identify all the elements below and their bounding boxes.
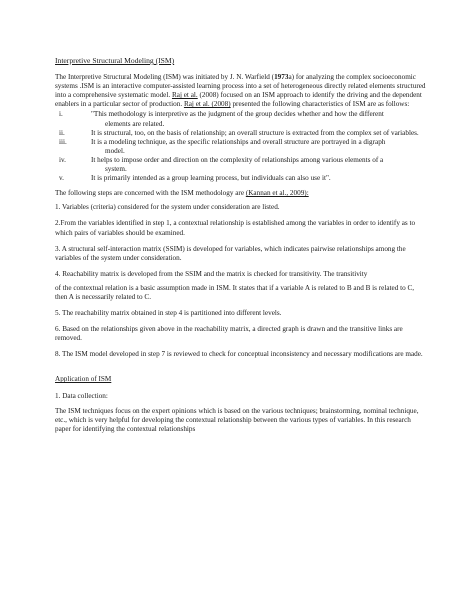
step-6: 6. Based on the relationships given above in the reachability matrix, a directed graph is drawn and the transitive links are removed. [55,325,403,343]
step-4-continuation: of the contextual relation is a basic assumption made in ISM. It states that if a variable A is related to B and B is related to C, then A is necessarily related to C. [55,283,415,301]
document-title: Interpretive Structural Modeling (ISM) [55,56,175,65]
intro-text-4: presented the following characteristics of ISM are as follows: [230,100,410,109]
list-item [55,156,427,174]
step-1: 1. Variables (criteria) considered for the system under consideration are listed. [55,203,280,212]
steps-intro [55,189,427,198]
intro-year: 1973 [274,73,289,82]
list-item-continuation: model. [105,146,125,155]
list-item-continuation: elements are related. [105,119,165,128]
intro-paragraph [55,73,427,109]
list-item [55,174,427,183]
list-item [55,138,427,156]
intro-text-2: a) for analyzing the complex socioeconomic systems .ISM is an interactive computer-assisted learning process into a set of heterogeneous directly related elements structured into a comprehensive systematic model. [55,73,426,100]
list-item-continuation: system. [105,165,127,174]
list-item [55,110,427,128]
list-item-text: It is a modeling technique, as the specific relationships and overall structure are portrayed in a digraph [91,137,386,146]
section-heading: Application of ISM [55,375,112,384]
step-3: 3. A structural self-interaction matrix (SSIM) is developed for variables, which indicates pairwise relationships among the variables of the system under consideration. [55,244,406,262]
citation-raj-2: Raj et al. (2008) [183,100,231,109]
steps-intro-text: The following steps are concerned with the ISM methodology are [55,189,246,198]
list-item-text: It is structural, too, on the basis of relationship; an overall structure is extracted from the complex set of variables. [91,128,419,137]
intro-text-1: The Interpretive Structural Modeling (ISM) was initiated by J. N. Warfield ( [55,73,275,82]
step-4: 4. Reachability matrix is developed from the SSIM and the matrix is checked for transitivity. The transitivity [55,269,368,278]
list-item-number: iii. [59,137,67,146]
citation-raj-1: Raj et al. [171,91,198,100]
list-item [55,129,427,138]
step-8: 8. The ISM model developed in step 7 is reviewed to check for conceptual inconsistency and necessary modifications are made. [55,350,423,359]
list-item-number: ii. [59,128,65,137]
list-item-number: v. [59,174,64,183]
list-item-number: iv. [59,155,66,164]
list-item-text: "This methodology is interpretive as the judgment of the group decides whether and how the different [91,110,384,119]
application-section [55,375,427,433]
application-paragraph: The ISM techniques focus on the expert opinions which is based on the various techniques; brainstorming, nominal technique, etc., which is very helpful for developing the contextual relationship between the various types of variables. In this research paper for identifying the contextual relationships [55,406,419,433]
step-2: 2.From the variables identified in step 1, a contextual relationship is established among the variables in order to identify as to which pairs of variables should be examined. [55,219,416,237]
document-page [55,56,427,434]
intro-text-3: (2008) focused on an ISM approach to identify the driving and the dependent enablers in a particular sector of production. [55,91,422,109]
list-item-number: i. [59,110,63,119]
citation-kannan: (Kannan et al., 2009): [245,189,309,198]
characteristics-list [55,110,427,183]
list-item-text: It is primarily intended as a group learning process, but individuals can also use it". [91,174,331,183]
step-5: 5. The reachability matrix obtained in step 4 is partitioned into different levels. [55,309,282,318]
subsection-heading: 1. Data collection: [55,391,108,400]
list-item-text: It helps to impose order and direction on the complexity of relationships among various elements of a [91,155,384,164]
